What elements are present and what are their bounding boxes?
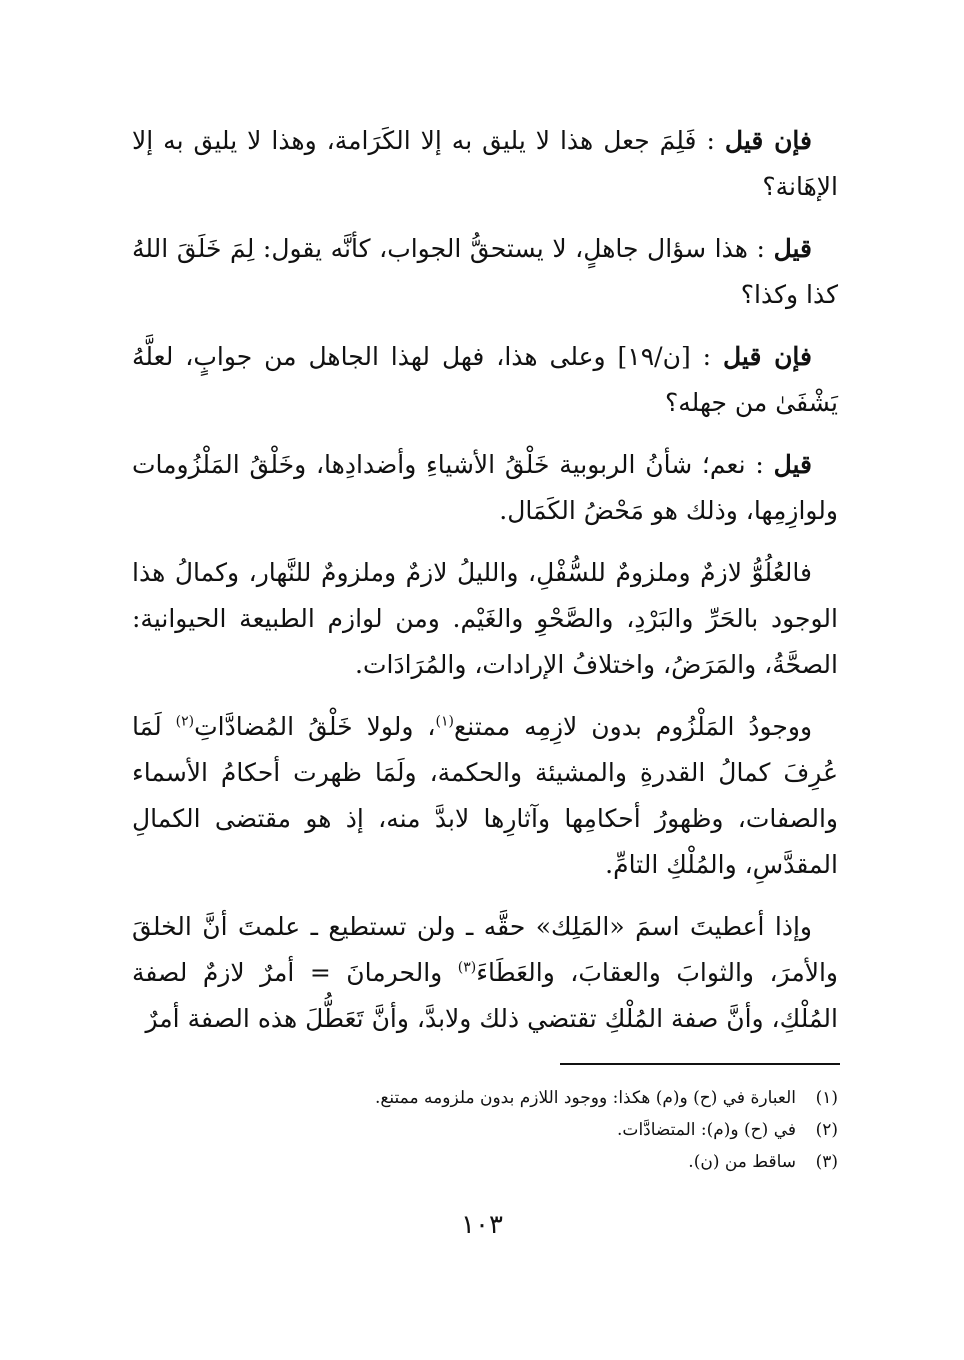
footnote-item xyxy=(132,1082,838,1114)
paragraph-1 xyxy=(132,118,838,210)
paragraph-text: : فَلِمَ جعل هذا لا يليق به إلا الكَرَامة، وهذا لا يليق به إلا الإهَانة؟ xyxy=(132,126,838,201)
paragraph-lead: فإن قيل xyxy=(722,342,813,371)
main-text xyxy=(132,118,838,1058)
footnote-marker[interactable]: (٣) xyxy=(457,959,477,976)
paragraph-text: : هذا سؤال جاهلٍ، لا يستحقُّ الجواب، كأنَّه يقول: لِمَ خَلَقَ اللهُ كذا وكذا؟ xyxy=(132,234,838,309)
paragraph-lead: قيل xyxy=(773,234,812,263)
footnote-item xyxy=(132,1114,838,1146)
footnote-number: (١) xyxy=(815,1088,838,1108)
paragraph-2 xyxy=(132,226,838,318)
paragraph-5 xyxy=(132,550,838,688)
paragraph-7 xyxy=(132,904,838,1042)
paragraph-text: : نعم؛ شأنُ الربوبية خَلْقُ الأشياءِ وأضدادِها، وخَلْقُ المَلْزُومات ولوازِمِها، وذلك هو مَحْضُ الكَمَال. xyxy=(132,450,838,525)
paragraph-text: والحرمانَ = أمرٌ لازمٌ لصفة المُلْكِ، وأنَّ صفة المُلْكِ تقتضي ذلك ولابدَّ، وأنَّ تَعَطُّلَ هذه الصفة أمرٌ xyxy=(132,958,838,1033)
footnote-text: في (ح) و(م): المتضادَّات. xyxy=(617,1120,796,1140)
paragraph-text: وإذا أعطيتَ اسمَ «المَلِك» حقَّه ـ ولن تستطيع ـ علمتَ أنَّ الخلقَ والأمرَ، والثوابَ والعقابَ، والعَطَاءَ xyxy=(132,912,839,987)
paragraph-lead: فإن قيل xyxy=(724,126,812,155)
footnote-number: (٣) xyxy=(815,1152,838,1172)
paragraph-text: : [ن/١٩] وعلى هذا، فهل لهذا الجاهل من جوابٍ، لعلَّهُ يَشْفَىٰ من جهله؟ xyxy=(132,342,838,417)
footnote-number: (٢) xyxy=(815,1120,838,1140)
paragraph-text: فالعُلُوُّ لازمٌ وملزومٌ للسُّفْلِ، والليلُ لازمٌ وملزومٌ للنَّهار، وكمالُ هذا الوجود بالحَرِّ والبَرْدِ، والصَّحْوِ والغَيْم. ومن لوازم الطبيعة الحيوانية: الصحَّةُ، والمَرَضُ، واختلافُ الإرادات، والمُرَادَات. xyxy=(132,558,838,679)
footnote-text: ساقط من (ن). xyxy=(688,1152,796,1172)
paragraph-text: لَمَا عُرِفَ كمالُ القدرةِ والمشيئة والحكمة، ولَمَا ظهرت أحكامُ الأسماء والصفات، وظهورُ أحكامِها وآثارِها لابدَّ منه، إذ هو مقتضى الكمالِ المقدَّسِ، والمُلْكِ التامِّ. xyxy=(132,712,838,879)
paragraph-lead: قيل xyxy=(773,450,812,479)
paragraph-4 xyxy=(132,442,838,534)
paragraph-6 xyxy=(132,704,838,888)
footnote-marker[interactable]: (٢) xyxy=(175,713,195,730)
page-number: ١٠٣ xyxy=(461,1210,503,1240)
footnotes xyxy=(132,1082,838,1178)
footnote-item xyxy=(132,1146,838,1178)
footnote-marker[interactable]: (١) xyxy=(435,713,454,730)
paragraph-3 xyxy=(132,334,838,426)
footnote-text: العبارة في (ح) و(م) هكذا: ووجود اللازم بدون ملزومه ممتنع. xyxy=(374,1088,796,1108)
paragraph-text: ووجودُ المَلْزُوم بدون لازِمِه ممتنع xyxy=(453,712,813,741)
footnote-divider xyxy=(560,1063,840,1065)
paragraph-text: ، ولولا خَلْقُ المُضادَّاتِ xyxy=(194,712,436,741)
